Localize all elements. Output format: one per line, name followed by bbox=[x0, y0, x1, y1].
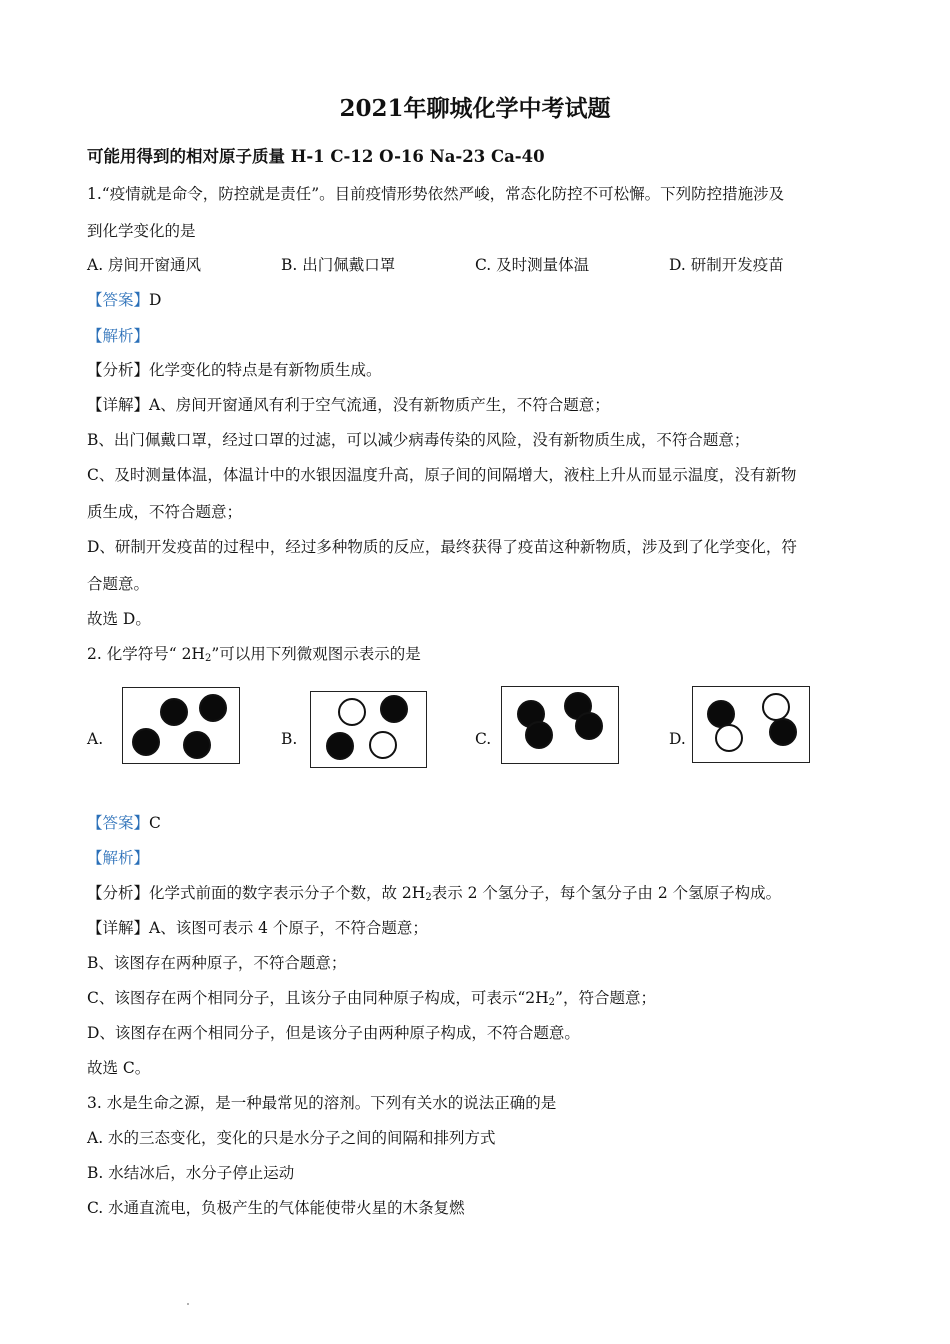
q1-detail-c1: C、及时测量体温，体温计中的水银因温度升高，原子间的间隔增大，液柱上升从而显示温度，没有新物 bbox=[87, 466, 797, 484]
q1-stem-line2: 到化学变化的是 bbox=[87, 222, 196, 240]
q2-stem-post: ”可以用下列微观图示表示的是 bbox=[211, 645, 421, 663]
black-atom bbox=[575, 712, 603, 740]
q1-analysis-tag: 【解析】 bbox=[87, 327, 150, 345]
q2-label-a: A. bbox=[87, 730, 104, 748]
q2-detail-c bbox=[87, 987, 867, 1014]
q1-answer bbox=[87, 289, 867, 311]
atomic-masses-line: 可能用得到的相对原子质量 H-1 C-12 O-16 Na-23 Ca-40 bbox=[87, 147, 545, 166]
q1-conclusion: 故选 D。 bbox=[87, 610, 151, 628]
q3-option-a: A. 水的三态变化，变化的只是水分子之间的间隔和排列方式 bbox=[87, 1129, 496, 1147]
white-atom bbox=[762, 693, 790, 721]
black-atom bbox=[380, 695, 408, 723]
q2-fenxi-pre: 【分析】化学式前面的数字表示分子个数，故 2H bbox=[87, 884, 426, 902]
q3-stem: 3. 水是生命之源，是一种最常见的溶剂。下列有关水的说法正确的是 bbox=[87, 1094, 557, 1112]
q2-detail-d: D、该图存在两个相同分子，但是该分子由两种原子构成，不符合题意。 bbox=[87, 1024, 580, 1042]
q2-detail-c-pre: C、该图存在两个相同分子，且该分子由同种原子构成，可表示“2H bbox=[87, 989, 549, 1007]
q1-detail-d1: D、研制开发疫苗的过程中，经过多种物质的反应，最终获得了疫苗这种新物质，涉及到了化学变化，符 bbox=[87, 538, 797, 556]
q3-option-c: C. 水通直流电，负极产生的气体能使带火星的木条复燃 bbox=[87, 1199, 465, 1217]
q2-diagram-b bbox=[310, 691, 427, 768]
q1-stem-line1: 1.“疫情就是命令，防控就是责任”。目前疫情形势依然严峻，常态化防控不可松懈。下列防控措施涉及 bbox=[87, 185, 785, 203]
footer-mark bbox=[187, 1303, 189, 1305]
q2-fenxi-post: 表示 2 个氢分子，每个氢分子由 2 个氢原子构成。 bbox=[431, 884, 782, 902]
q2-conclusion: 故选 C。 bbox=[87, 1059, 151, 1077]
q1-option-a: A. 房间开窗通风 bbox=[87, 256, 202, 274]
white-atom bbox=[715, 724, 743, 752]
q2-label-c: C. bbox=[475, 730, 492, 748]
q1-detail-b: B、出门佩戴口罩，经过口罩的过滤，可以减少病毒传染的风险，没有新物质生成，不符合题意； bbox=[87, 431, 750, 449]
q2-answer bbox=[87, 812, 867, 834]
black-atom bbox=[160, 698, 188, 726]
q2-answer-value: C bbox=[149, 814, 161, 832]
q3-option-b: B. 水结冰后，水分子停止运动 bbox=[87, 1164, 295, 1182]
q1-detail-a: 【详解】A、房间开窗通风有利于空气流通，没有新物质产生，不符合题意； bbox=[87, 396, 610, 414]
white-atom bbox=[369, 731, 397, 759]
q1-answer-value: D bbox=[149, 291, 162, 309]
q1-detail-c2: 质生成，不符合题意； bbox=[87, 503, 243, 521]
q2-diagram-d bbox=[692, 686, 810, 763]
white-atom bbox=[338, 698, 366, 726]
black-atom bbox=[525, 721, 553, 749]
black-atom bbox=[769, 718, 797, 746]
q2-label-b: B. bbox=[281, 730, 298, 748]
q1-option-b: B. 出门佩戴口罩 bbox=[281, 256, 396, 274]
q1-option-c: C. 及时测量体温 bbox=[475, 256, 590, 274]
q2-diagram-a bbox=[122, 687, 240, 764]
answer-tag: 【答案】 bbox=[87, 814, 150, 832]
q2-analysis-tag: 【解析】 bbox=[87, 849, 150, 867]
q2-label-d: D. bbox=[669, 730, 686, 748]
black-atom bbox=[132, 728, 160, 756]
q1-fenxi: 【分析】化学变化的特点是有新物质生成。 bbox=[87, 361, 382, 379]
black-atom bbox=[326, 732, 354, 760]
answer-tag: 【答案】 bbox=[87, 291, 150, 309]
q2-detail-c-sub: 2 bbox=[548, 997, 556, 1008]
q2-fenxi bbox=[87, 882, 867, 909]
q2-detail-c-post: ”，符合题意； bbox=[555, 989, 656, 1007]
q2-stem-sub: 2 bbox=[204, 653, 212, 664]
q2-detail-a: 【详解】A、该图可表示 4 个原子，不符合题意； bbox=[87, 919, 428, 937]
black-atom bbox=[183, 731, 211, 759]
q1-option-d: D. 研制开发疫苗 bbox=[669, 256, 784, 274]
page-title: 2021年聊城化学中考试题 bbox=[339, 95, 611, 122]
q1-detail-d2: 合题意。 bbox=[87, 575, 150, 593]
q2-detail-b: B、该图存在两种原子，不符合题意； bbox=[87, 954, 347, 972]
black-atom bbox=[199, 694, 227, 722]
q2-stem-pre: 2. 化学符号“ 2H bbox=[87, 645, 205, 663]
q2-fenxi-sub: 2 bbox=[425, 892, 432, 903]
q2-diagram-c bbox=[501, 686, 619, 764]
q2-stem bbox=[87, 643, 867, 670]
